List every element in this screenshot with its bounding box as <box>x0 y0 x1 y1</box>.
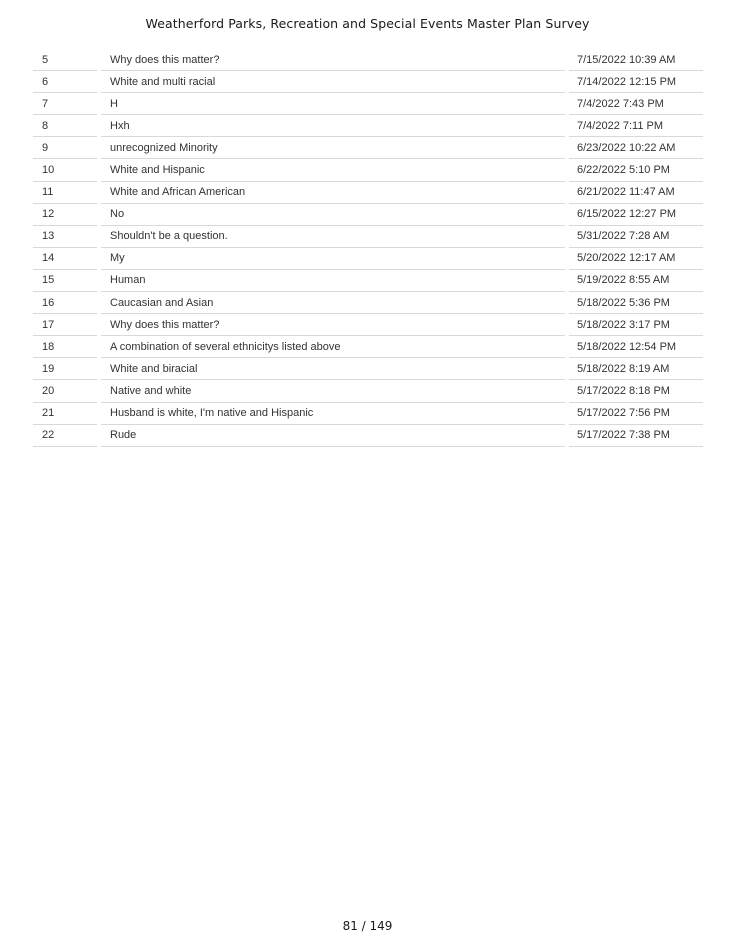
table-row <box>33 380 703 402</box>
response-date: 5/20/2022 12:17 AM <box>569 248 703 270</box>
response-date: 6/15/2022 12:27 PM <box>569 204 703 226</box>
table-row <box>33 403 703 425</box>
table-row <box>33 336 703 358</box>
response-number: 20 <box>33 380 97 402</box>
page-number: 81 / 149 <box>342 919 393 933</box>
response-text: No <box>101 204 565 226</box>
response-date: 5/18/2022 12:54 PM <box>569 336 703 358</box>
response-text: White and Hispanic <box>101 159 565 181</box>
response-text: Human <box>101 270 565 292</box>
response-date: 6/22/2022 5:10 PM <box>569 159 703 181</box>
table-row <box>33 93 703 115</box>
table-row <box>33 204 703 226</box>
response-number: 15 <box>33 270 97 292</box>
response-date: 5/19/2022 8:55 AM <box>569 270 703 292</box>
response-text: Husband is white, I'm native and Hispanic <box>101 403 565 425</box>
response-text: H <box>101 93 565 115</box>
response-text: White and biracial <box>101 358 565 380</box>
response-text: White and African American <box>101 182 565 204</box>
response-number: 10 <box>33 159 97 181</box>
table-row <box>33 49 703 71</box>
response-number: 5 <box>33 49 97 71</box>
response-text: A combination of several ethnicitys listed above <box>101 336 565 358</box>
response-table <box>33 49 703 447</box>
response-date: 7/14/2022 12:15 PM <box>569 71 703 93</box>
response-text: Why does this matter? <box>101 49 565 71</box>
table-row <box>33 314 703 336</box>
response-number: 13 <box>33 226 97 248</box>
document-title: Weatherford Parks, Recreation and Special Events Master Plan Survey <box>145 16 590 31</box>
response-text: unrecognized Minority <box>101 137 565 159</box>
response-text: White and multi racial <box>101 71 565 93</box>
table-row <box>33 159 703 181</box>
table-row <box>33 226 703 248</box>
response-number: 9 <box>33 137 97 159</box>
response-number: 19 <box>33 358 97 380</box>
table-row <box>33 182 703 204</box>
response-date: 6/23/2022 10:22 AM <box>569 137 703 159</box>
response-number: 8 <box>33 115 97 137</box>
response-date: 6/21/2022 11:47 AM <box>569 182 703 204</box>
response-number: 7 <box>33 93 97 115</box>
response-number: 14 <box>33 248 97 270</box>
table-row <box>33 71 703 93</box>
response-number: 18 <box>33 336 97 358</box>
response-text: Native and white <box>101 380 565 402</box>
response-date: 7/4/2022 7:11 PM <box>569 115 703 137</box>
table-row <box>33 248 703 270</box>
table-row <box>33 115 703 137</box>
response-date: 7/4/2022 7:43 PM <box>569 93 703 115</box>
response-text: My <box>101 248 565 270</box>
response-date: 5/17/2022 7:56 PM <box>569 403 703 425</box>
response-date: 5/18/2022 8:19 AM <box>569 358 703 380</box>
response-date: 5/17/2022 7:38 PM <box>569 425 703 447</box>
response-date: 7/15/2022 10:39 AM <box>569 49 703 71</box>
response-date: 5/18/2022 3:17 PM <box>569 314 703 336</box>
response-number: 12 <box>33 204 97 226</box>
response-text: Hxh <box>101 115 565 137</box>
response-text: Rude <box>101 425 565 447</box>
table-row <box>33 358 703 380</box>
table-row <box>33 425 703 447</box>
response-number: 11 <box>33 182 97 204</box>
table-row <box>33 270 703 292</box>
response-number: 16 <box>33 292 97 314</box>
response-number: 21 <box>33 403 97 425</box>
response-date: 5/18/2022 5:36 PM <box>569 292 703 314</box>
response-text: Why does this matter? <box>101 314 565 336</box>
response-date: 5/17/2022 8:18 PM <box>569 380 703 402</box>
response-number: 17 <box>33 314 97 336</box>
response-date: 5/31/2022 7:28 AM <box>569 226 703 248</box>
response-text: Caucasian and Asian <box>101 292 565 314</box>
response-number: 22 <box>33 425 97 447</box>
table-row <box>33 137 703 159</box>
response-number: 6 <box>33 71 97 93</box>
table-row <box>33 292 703 314</box>
response-text: Shouldn't be a question. <box>101 226 565 248</box>
